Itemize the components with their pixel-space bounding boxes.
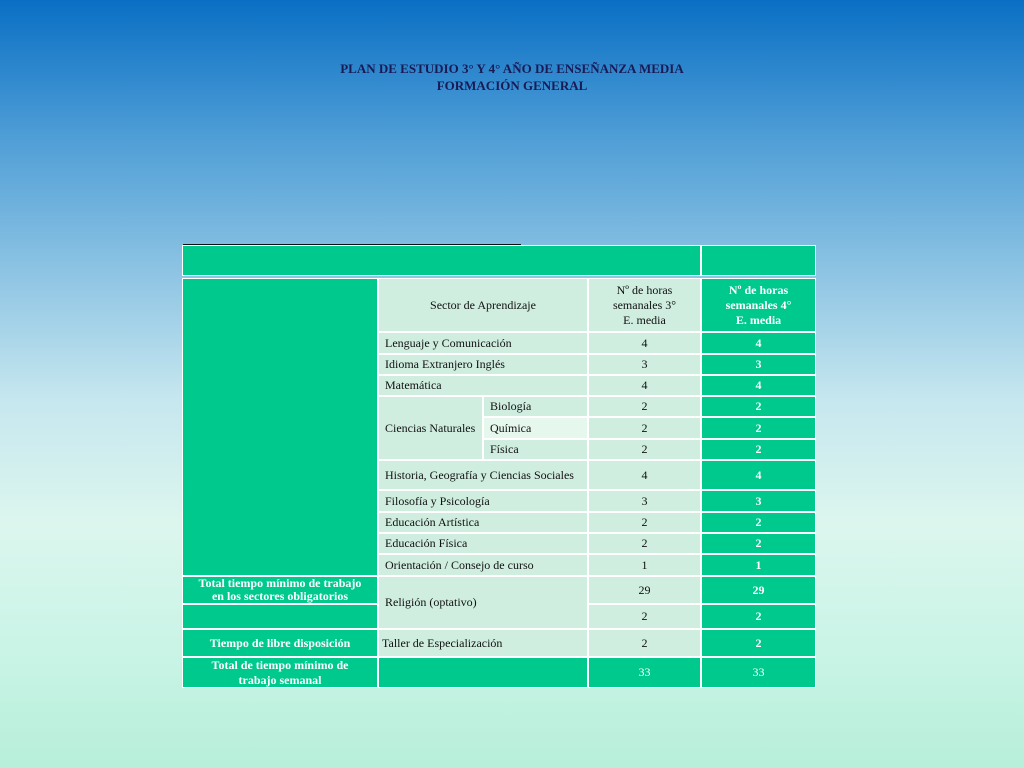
libre-disposicion-h3: 2	[588, 629, 701, 657]
header-h3-line1: Nº de horas	[616, 282, 673, 297]
total-semanal-label	[182, 657, 378, 688]
total-obligatorios-h4: 29	[701, 576, 816, 604]
table-top-band	[182, 245, 701, 276]
religion-left-empty	[182, 604, 378, 629]
ciencias-naturales-label: Ciencias Naturales	[378, 396, 483, 460]
row-sector: Idioma Extranjero Inglés	[378, 354, 588, 375]
libre-disposicion-label: Tiempo de libre disposición	[182, 629, 378, 657]
religion-h3: 2	[588, 604, 701, 629]
row-h4: 3	[701, 354, 816, 375]
row-sector: Orientación / Consejo de curso	[378, 554, 588, 576]
row-h4: 4	[701, 460, 816, 490]
table-top-band-right	[701, 245, 816, 276]
row-h4: 3	[701, 490, 816, 512]
row-sector: Educación Artística	[378, 512, 588, 533]
row-sector: Lenguaje y Comunicación	[378, 332, 588, 354]
header-h3-line2: semanales 3°	[612, 297, 677, 312]
libre-disposicion-sector: Taller de Especialización	[378, 629, 588, 657]
row-h4: 4	[701, 332, 816, 354]
row-h3: 2	[588, 417, 701, 439]
row-h4: 2	[701, 396, 816, 417]
header-h4-line3: E. media	[735, 312, 782, 327]
header-sector-label: Sector de Aprendizaje	[430, 297, 536, 312]
row-h4: 2	[701, 417, 816, 439]
libre-disposicion-h4: 2	[701, 629, 816, 657]
title-line-2: FORMACIÓN GENERAL	[436, 78, 588, 93]
row-h3: 4	[588, 332, 701, 354]
row-sector: Historia, Geografía y Ciencias Sociales	[378, 460, 588, 490]
total-semanal-line1: Total de tiempo mínimo de	[211, 657, 349, 672]
row-h3: 2	[588, 512, 701, 533]
total-semanal-h4: 33	[701, 657, 816, 688]
total-semanal-empty	[378, 657, 588, 688]
row-sector: Educación Física	[378, 533, 588, 554]
header-sector	[378, 278, 588, 332]
total-obligatorios-h3: 29	[588, 576, 701, 604]
total-obligatorios-line2: en los sectores obligatorios	[211, 589, 349, 603]
header-hours-4	[701, 278, 816, 332]
title-line-1: PLAN DE ESTUDIO 3° Y 4° AÑO DE ENSEÑANZA MEDIA	[340, 61, 684, 76]
header-h3-line3: E. media	[623, 312, 666, 327]
row-h4: 4	[701, 375, 816, 396]
row-sector: Matemática	[378, 375, 588, 396]
row-h3: 1	[588, 554, 701, 576]
row-sector: Biología	[483, 396, 588, 417]
left-block	[182, 278, 378, 576]
total-obligatorios-label	[182, 576, 378, 604]
total-semanal-h3: 33	[588, 657, 701, 688]
row-sector: Química	[483, 417, 588, 439]
total-obligatorios-line1: Total tiempo mínimo de trabajo	[198, 576, 362, 590]
row-h3: 3	[588, 490, 701, 512]
row-h4: 2	[701, 533, 816, 554]
row-h4: 1	[701, 554, 816, 576]
row-h3: 2	[588, 533, 701, 554]
row-sector: Física	[483, 439, 588, 460]
row-h3: 2	[588, 396, 701, 417]
row-h4: 2	[701, 512, 816, 533]
header-h4-line1: Nº de horas	[728, 282, 789, 297]
total-semanal-line2: trabajo semanal	[238, 672, 322, 687]
row-h4: 2	[701, 439, 816, 460]
row-h3: 4	[588, 460, 701, 490]
row-h3: 3	[588, 354, 701, 375]
row-sector: Filosofía y Psicología	[378, 490, 588, 512]
header-h4-line2: semanales 4°	[725, 297, 792, 312]
row-h3: 2	[588, 439, 701, 460]
header-hours-3	[588, 278, 701, 332]
row-h3: 4	[588, 375, 701, 396]
religion-label: Religión (optativo)	[378, 576, 588, 629]
religion-h4: 2	[701, 604, 816, 629]
